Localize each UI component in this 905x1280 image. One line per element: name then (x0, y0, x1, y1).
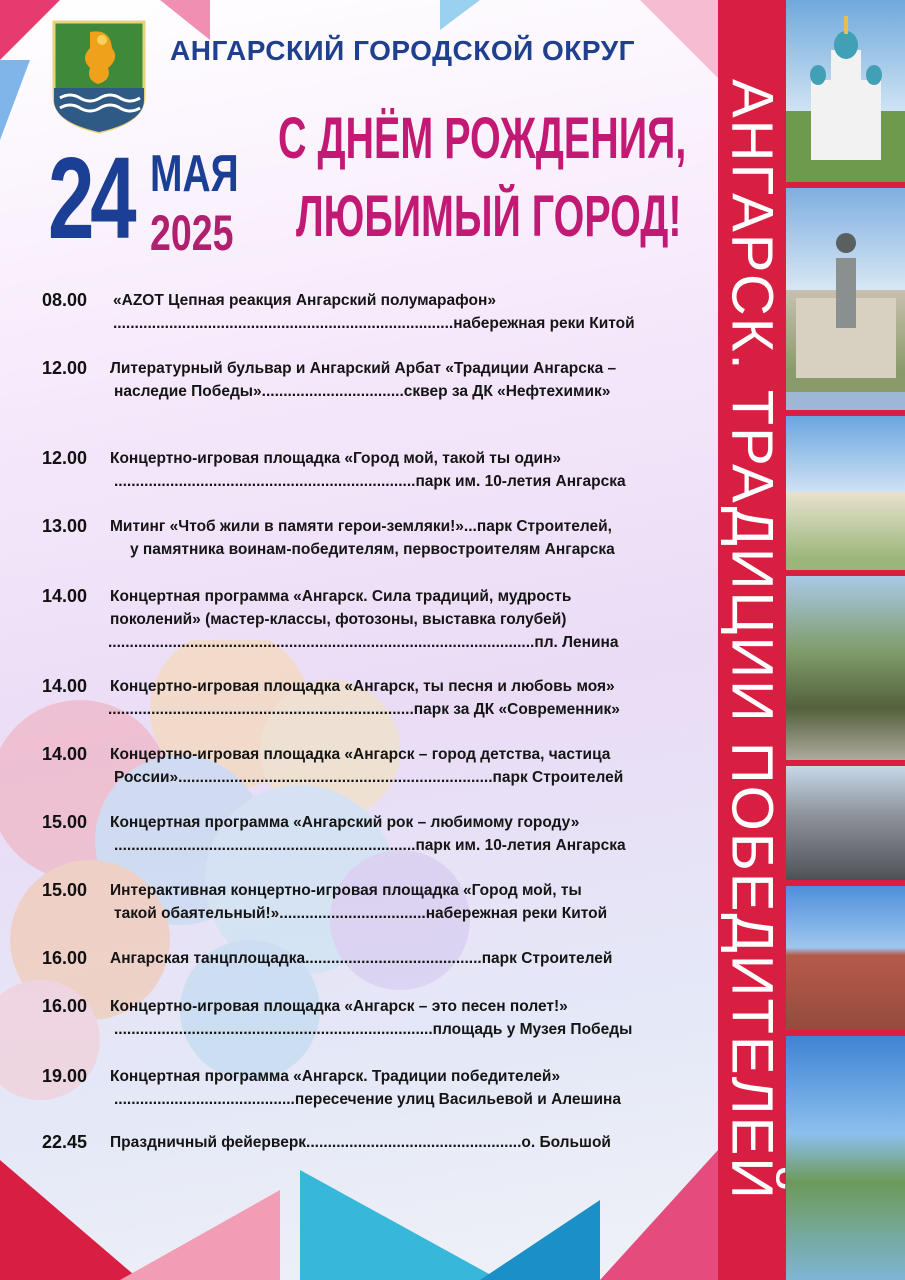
event-text-line: ...................................................................................................пл. Ленина (108, 634, 619, 651)
photo-mall (786, 760, 905, 895)
event-text-line: ..........................................................................площадь у Музея Победы (114, 1021, 633, 1038)
event-time: 14.00 (42, 586, 88, 606)
event-time: 15.00 (42, 812, 88, 832)
decor-triangle (160, 0, 210, 40)
event-text-line: Концертно-игровая площадка «Ангарск – это песен полет!» (110, 998, 568, 1015)
photo-palace (786, 410, 905, 585)
event-text-line: поколений» (мастер-классы, фотозоны, выставка голубей) (110, 611, 567, 628)
greeting-line-1: С ДНЁМ РОЖДЕНИЯ, (278, 106, 687, 171)
decor-triangle (440, 0, 480, 30)
date-year: 2025 (150, 205, 234, 261)
event-time: 14.00 (42, 676, 88, 696)
event-text-line: Концертно-игровая площадка «Ангарск, ты песня и любовь моя» (110, 678, 615, 695)
banner-title: АНГАРСК. ТРАДИЦИИ ПОБЕДИТЕЛЕЙ (719, 79, 785, 1201)
event-time: 12.00 (42, 358, 88, 378)
district-title: АНГАРСКИЙ ГОРОДСКОЙ ОКРУГ (170, 35, 635, 66)
photo-fountain (786, 1030, 905, 1280)
event-text-line: .......................................................................парк за ДК «Современник» (108, 701, 620, 718)
event-text-line: Интерактивная концертно-игровая площадка «Город мой, ты (110, 882, 582, 899)
decor-triangle (480, 1200, 600, 1280)
event-text-line: «AZOT Цепная реакция Ангарский полумарафон» (113, 292, 496, 309)
event-text-line: Концертно-игровая площадка «Ангарск – город детства, частица (110, 746, 611, 763)
photo-strip (786, 0, 905, 1280)
event-time: 16.00 (42, 996, 88, 1016)
event-time: 15.00 (42, 880, 88, 900)
event-text-line: Ангарская танцплощадка.........................................парк Строителей (110, 950, 613, 967)
event-time: 13.00 (42, 516, 88, 536)
event-time: 22.45 (42, 1132, 88, 1152)
event-text-line: ...............................................................................набережная реки Китой (113, 315, 635, 332)
event-text-line: ..........................................пересечение улиц Васильевой и Алешина (114, 1091, 621, 1108)
event-text-line: ......................................................................парк им. 10-летия Ангарска (114, 473, 626, 490)
decor-triangle (0, 1160, 140, 1280)
cathedral-icon (786, 0, 905, 185)
photo-cathedral (786, 0, 905, 185)
event-text-line: такой обаятельный!»..................................набережная реки Китой (114, 905, 608, 922)
decor-triangle (600, 1150, 718, 1280)
decor-triangle (120, 1190, 280, 1280)
event-time: 08.00 (42, 290, 88, 310)
event-time: 12.00 (42, 448, 88, 468)
event-text-line: Литературный бульвар и Ангарский Арбат «Традиции Ангарска – (110, 360, 617, 377)
event-text-line: Концертно-игровая площадка «Город мой, такой ты один» (110, 450, 562, 467)
event-text-line: Концертная программа «Ангарский рок – любимому городу» (110, 814, 580, 831)
event-time: 14.00 (42, 744, 88, 764)
event-text-line: Концертная программа «Ангарск. Сила традиций, мудрость (110, 588, 572, 605)
event-time: 16.00 (42, 948, 88, 968)
date-day: 24 (48, 133, 133, 263)
greeting-line-2: ЛЮБИМЫЙ ГОРОД! (296, 184, 682, 249)
event-text-line: наследие Победы».................................сквер за ДК «Нефтехимик» (114, 383, 611, 400)
photo-stadium (786, 880, 905, 1040)
event-text-line: Праздничный фейерверк..................................................о. Большой (110, 1134, 611, 1151)
city-coat-of-arms-icon (50, 18, 148, 134)
photo-monument-square (786, 182, 905, 392)
date-month: МАЯ (150, 145, 239, 203)
decor-triangle (0, 60, 30, 140)
decor-triangle (300, 1170, 500, 1280)
event-time: 19.00 (42, 1066, 88, 1086)
event-text-line: Митинг «Чтоб жили в памяти герои-земляки!»...парк Строителей, (110, 518, 612, 535)
monument-icon (786, 188, 905, 398)
event-text-line: России».........................................................................парк Строителей (114, 769, 624, 786)
photo-memorial (786, 570, 905, 765)
event-text-line: Концертная программа «Ангарск. Традиции победителей» (110, 1068, 561, 1085)
event-text-line: у памятника воинам-победителям, первостроителям Ангарска (130, 541, 615, 558)
event-text-line: ......................................................................парк им. 10-летия Ангарска (114, 837, 626, 854)
